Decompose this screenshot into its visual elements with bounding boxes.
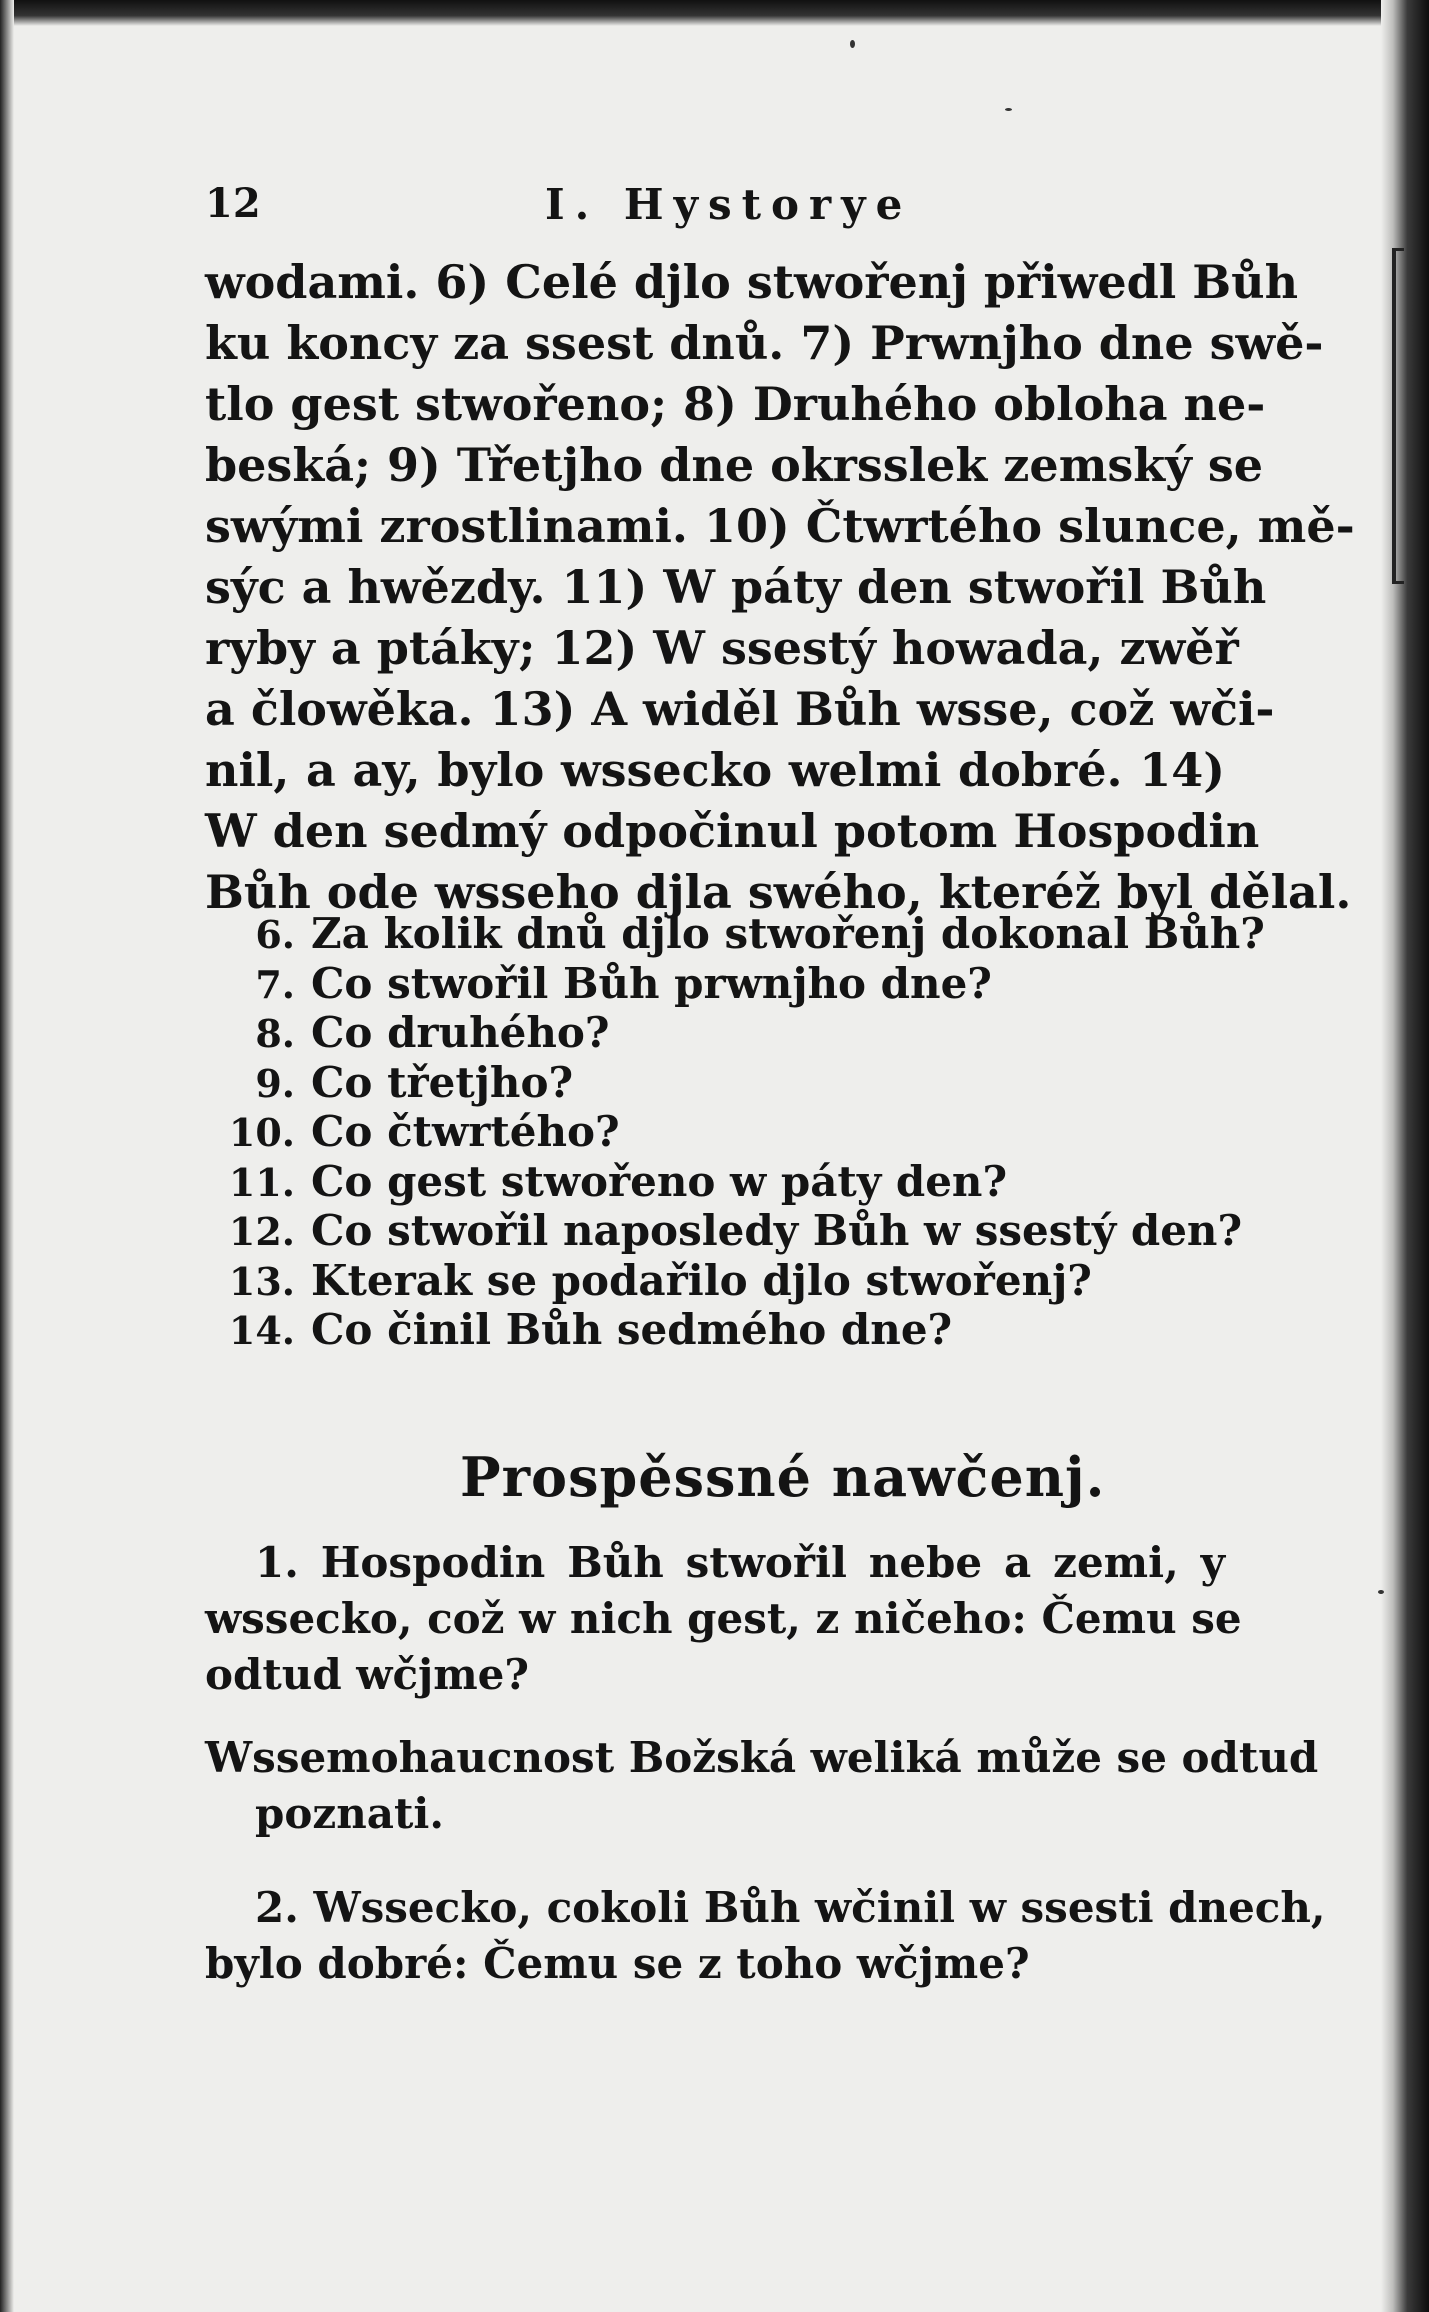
body-line: ku koncy za ssest dnů. 7) Prwnjho dne swě-	[205, 316, 1324, 370]
question-text: Co stwořil Bůh prwnjho dne?	[311, 958, 992, 1008]
paragraph-line: 1. Hospodin Bůh stwořil nebe a zemi, y	[255, 1538, 1225, 1587]
instruction-paragraph-1	[205, 1535, 1242, 1703]
body-line: beská; 9) Třetjho dne okrsslek zemský se	[205, 438, 1264, 492]
body-line: sýc a hwězdy. 11) W páty den stwořil Bůh	[205, 560, 1267, 614]
scan-speck	[1378, 1590, 1384, 1594]
question-text: Co činil Bůh sedmého dne?	[311, 1305, 953, 1354]
page-number: 12	[205, 180, 261, 227]
question-number: 11.	[228, 1159, 295, 1205]
body-line: ryby a ptáky; 12) W ssestý howada, zwěř	[205, 621, 1239, 675]
body-line: a člowěka. 13) A widěl Bůh wsse, což wči-	[205, 682, 1275, 736]
body-line: Bůh ode wsseho djla swého, kteréž byl dělal.	[205, 865, 1352, 919]
question-number: 13.	[228, 1258, 295, 1304]
question-item	[200, 1158, 1240, 1208]
body-line: wodami. 6) Celé djlo stwořenj přiwedl Bůh	[205, 255, 1299, 309]
body-line: nil, a ay, bylo wssecko welmi dobré. 14)	[205, 743, 1225, 797]
body-paragraph	[205, 252, 1355, 923]
paragraph-line: 2. Wssecko, cokoli Bůh wčinil w ssesti dnech,	[255, 1883, 1326, 1932]
scan-speck	[850, 40, 855, 48]
question-item	[200, 1009, 1240, 1059]
answer-paragraph-1	[205, 1730, 1319, 1842]
question-text: Kterak se podařilo djlo stwořenj?	[311, 1255, 1092, 1305]
question-number: 14.	[228, 1308, 295, 1353]
scan-speck	[1005, 108, 1012, 111]
question-number: 10.	[228, 1110, 295, 1155]
question-number: 12.	[228, 1209, 295, 1254]
question-text: Za kolik dnů djlo stwořenj dokonal Bůh?	[311, 909, 1265, 958]
question-number: 9.	[255, 1060, 295, 1106]
question-text: Co čtwrtého?	[311, 1107, 620, 1156]
paragraph-line: poznati.	[255, 1789, 444, 1838]
question-item	[200, 909, 1265, 960]
question-list	[200, 909, 1265, 1356]
page-header	[205, 180, 1265, 240]
scan-right-edge	[1381, 0, 1429, 2312]
question-text: Co stwořil naposledy Bůh w ssestý den?	[311, 1206, 1243, 1255]
instruction-paragraph-2	[205, 1880, 1326, 1992]
question-item	[200, 960, 1240, 1010]
question-text: Co druhého?	[311, 1008, 610, 1057]
body-line: W den sedmý odpočinul potom Hospodin	[205, 804, 1260, 858]
question-number: 7.	[255, 961, 295, 1007]
section-heading: Prospěssné nawčenj.	[460, 1445, 1106, 1509]
body-line: tlo gest stwořeno; 8) Druhého obloha ne-	[205, 377, 1266, 431]
question-item	[200, 1306, 1240, 1356]
question-number: 8.	[255, 1011, 295, 1056]
paragraph-line: Wssemohaucnost Božská weliká může se odtud	[205, 1733, 1319, 1782]
margin-bracket	[1392, 248, 1404, 584]
paragraph-line: wssecko, což w nich gest, z ničeho: Čemu se	[205, 1594, 1242, 1643]
paragraph-line: bylo dobré: Čemu se z toho wčjme?	[205, 1939, 1030, 1988]
running-title: I. Hystorye	[545, 180, 913, 229]
question-text: Co gest stwořeno w páty den?	[311, 1156, 1008, 1206]
body-line: swými zrostlinami. 10) Čtwrtého slunce, mě-	[205, 499, 1355, 553]
question-number: 6.	[255, 912, 295, 957]
question-text: Co třetjho?	[311, 1057, 574, 1107]
scan-left-edge	[0, 0, 14, 2312]
question-item	[200, 1059, 1240, 1109]
question-item	[200, 1206, 1243, 1257]
question-item	[200, 1108, 1240, 1158]
scan-top-edge	[0, 0, 1429, 26]
question-item	[200, 1257, 1240, 1307]
paragraph-line: odtud wčjme?	[205, 1650, 530, 1699]
